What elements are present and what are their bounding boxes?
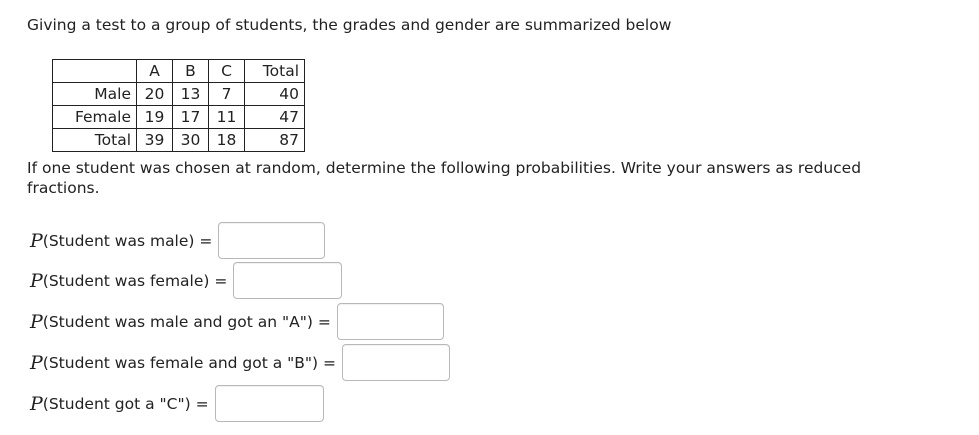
question-text: (Student was female and got a "B") = xyxy=(42,353,337,372)
table-cell: 17 xyxy=(173,106,209,129)
table-cell: 30 xyxy=(173,129,209,152)
question-female-b xyxy=(30,344,450,381)
table-cell: 39 xyxy=(137,129,173,152)
table-corner-cell xyxy=(53,60,137,83)
table-row xyxy=(53,129,305,152)
column-header-b: B xyxy=(173,60,209,83)
table-row xyxy=(53,83,305,106)
probability-symbol: P xyxy=(30,351,43,374)
question-female xyxy=(30,262,342,299)
table-cell: 47 xyxy=(245,106,305,129)
problem-intro: Giving a test to a group of students, the grades and gender are summarized below xyxy=(27,16,672,34)
probability-symbol: P xyxy=(30,392,43,415)
row-label: Total xyxy=(53,129,137,152)
table-cell: 13 xyxy=(173,83,209,106)
answer-input-male[interactable] xyxy=(218,222,325,259)
question-male xyxy=(30,222,325,259)
table-cell: 11 xyxy=(209,106,245,129)
question-text: (Student got a "C") = xyxy=(42,394,209,413)
row-label: Female xyxy=(53,106,137,129)
question-text: (Student was female) = xyxy=(42,271,228,290)
grades-gender-table xyxy=(52,59,305,152)
answer-input-c[interactable] xyxy=(215,385,324,422)
probability-symbol: P xyxy=(30,310,43,333)
answer-input-male-a[interactable] xyxy=(337,303,444,340)
instructions-text: If one student was chosen at random, determine the following probabilities. Write your answers as reduced fractions. xyxy=(27,159,862,197)
question-male-a xyxy=(30,303,444,340)
table-cell: 40 xyxy=(245,83,305,106)
question-c xyxy=(30,385,324,422)
column-header-c: C xyxy=(209,60,245,83)
probability-symbol: P xyxy=(30,229,43,252)
row-label: Male xyxy=(53,83,137,106)
table-header-row xyxy=(53,60,305,83)
table-cell: 20 xyxy=(137,83,173,106)
table-cell: 7 xyxy=(209,83,245,106)
column-header-a: A xyxy=(137,60,173,83)
question-text: (Student was male) = xyxy=(42,231,213,250)
table-row xyxy=(53,106,305,129)
table-cell: 18 xyxy=(209,129,245,152)
answer-input-female[interactable] xyxy=(233,262,342,299)
table-cell: 19 xyxy=(137,106,173,129)
probability-symbol: P xyxy=(30,269,43,292)
question-text: (Student was male and got an "A") = xyxy=(42,312,331,331)
table-cell: 87 xyxy=(245,129,305,152)
answer-input-female-b[interactable] xyxy=(342,344,450,381)
column-header-total: Total xyxy=(245,60,305,83)
